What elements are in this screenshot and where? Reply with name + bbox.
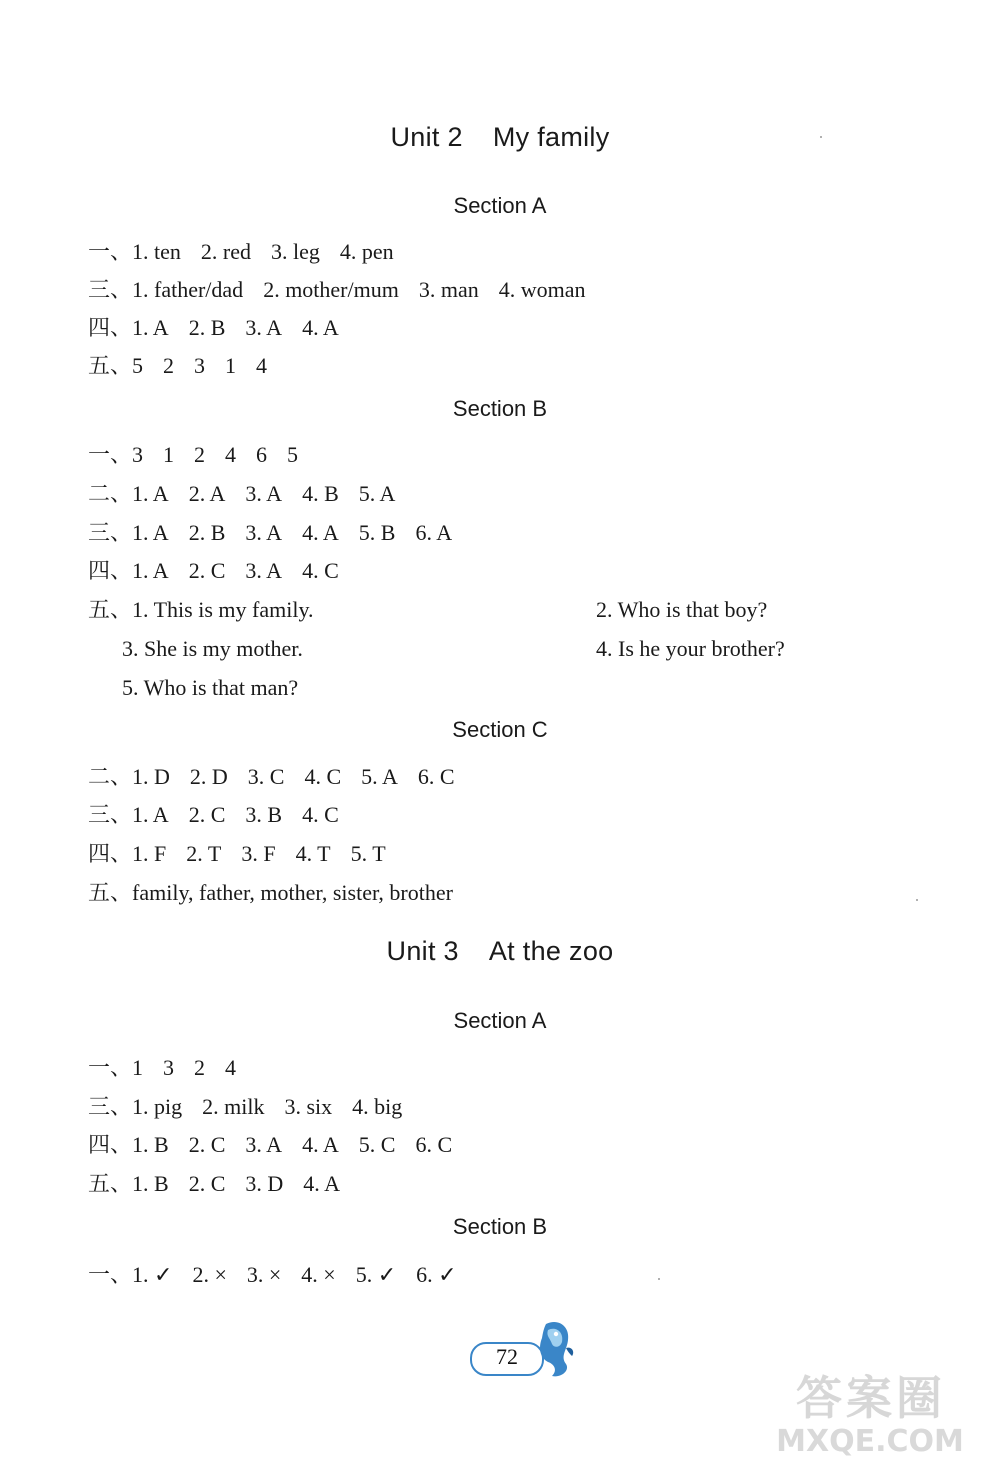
watermark-logo: 答案圈 bbox=[796, 1371, 946, 1425]
answer-item: 1. B bbox=[132, 1171, 169, 1196]
answer-item: 4. big bbox=[352, 1094, 403, 1119]
question-number: 三、 bbox=[88, 520, 133, 545]
answer-item: 3. × bbox=[246, 1262, 282, 1287]
answer-item: 2 bbox=[194, 442, 206, 467]
answer-item: 2. A bbox=[188, 481, 226, 506]
answer-line bbox=[88, 313, 339, 343]
answer-item: 4. C bbox=[302, 558, 339, 583]
answer-item: 3 bbox=[132, 442, 144, 467]
question-number: 三、 bbox=[88, 277, 133, 302]
answer-item: 6. C bbox=[417, 764, 455, 789]
page-number-badge bbox=[466, 1318, 578, 1388]
answer-item: 3. A bbox=[245, 1132, 283, 1157]
question-number: 三、 bbox=[88, 802, 133, 827]
question-number: 二、 bbox=[88, 481, 133, 506]
answer-item: 4. A bbox=[302, 315, 339, 340]
answer-item: 3. A bbox=[245, 520, 283, 545]
answer-item: 2. B bbox=[188, 315, 226, 340]
answer-line bbox=[88, 1169, 340, 1199]
answer-line bbox=[88, 479, 395, 509]
scan-speck bbox=[820, 136, 822, 138]
answer-item: 4 bbox=[225, 1055, 237, 1080]
answer-item: 1. A bbox=[132, 481, 169, 506]
question-number: 一、 bbox=[88, 239, 133, 264]
answer-item: 6. C bbox=[415, 1132, 453, 1157]
answer-item: 1. D bbox=[132, 764, 170, 789]
answer-item: 6 bbox=[256, 442, 268, 467]
scan-speck bbox=[916, 899, 918, 901]
answer-item: 4. C bbox=[304, 764, 342, 789]
answer-item: 4. pen bbox=[339, 239, 394, 264]
answer-item: 3. A bbox=[245, 558, 283, 583]
answer-item: 4. A bbox=[302, 1132, 339, 1157]
answer-item: 5. B bbox=[358, 520, 396, 545]
answer-item: 2. C bbox=[188, 1132, 226, 1157]
answer-item: 3. B bbox=[245, 802, 283, 827]
answer-line bbox=[88, 1130, 452, 1160]
answer-item: 5. C bbox=[358, 1132, 396, 1157]
question-number: 四、 bbox=[88, 315, 133, 340]
answer-item: 2 bbox=[194, 1055, 206, 1080]
question-number: 四、 bbox=[88, 558, 133, 583]
answer-item: 1. F bbox=[132, 841, 167, 866]
answer-item: 3. A bbox=[245, 481, 283, 506]
answer-item: 5 bbox=[132, 353, 144, 378]
answer-item: 1. A bbox=[132, 315, 169, 340]
answer-item: 2. C bbox=[188, 558, 226, 583]
unit3-section-b-title: Section B bbox=[452, 1214, 548, 1239]
answer-item: 5. A bbox=[358, 481, 396, 506]
answer-item: 1. B bbox=[132, 1132, 169, 1157]
answer-item: 5 bbox=[287, 442, 299, 467]
answer-item: 4. woman bbox=[498, 277, 586, 302]
question-number: 三、 bbox=[88, 1094, 133, 1119]
answer-item: 4. B bbox=[302, 481, 339, 506]
question-number: 四、 bbox=[88, 1132, 133, 1157]
answer-item: 1. A bbox=[132, 520, 169, 545]
unit-2-title: Unit 2 My family bbox=[390, 122, 610, 152]
answer-item: 6. ✓ bbox=[416, 1262, 457, 1287]
answer-item: 4. A bbox=[302, 520, 339, 545]
answer-item: 4 bbox=[256, 353, 268, 378]
question-number: 一、 bbox=[88, 1262, 133, 1287]
answer-line bbox=[88, 1053, 236, 1083]
question-number: 一、 bbox=[88, 1055, 133, 1080]
answer-line bbox=[88, 440, 298, 470]
answer-line bbox=[88, 1260, 457, 1290]
unit3-section-a-title: Section A bbox=[453, 1008, 547, 1033]
scan-speck bbox=[658, 1278, 660, 1280]
answer-line bbox=[88, 800, 339, 830]
answer-item: family, father, mother, sister, brother bbox=[132, 880, 453, 905]
answer-item: 6. A bbox=[415, 520, 453, 545]
answer-item: 1 bbox=[132, 1055, 144, 1080]
answer-item: 3 bbox=[194, 353, 206, 378]
unit2-section-a-title: Section A bbox=[453, 193, 547, 218]
question-number: 五、 bbox=[88, 1171, 133, 1196]
unit2-section-b-title: Section B bbox=[452, 396, 548, 421]
answer-item: 1. ten bbox=[132, 239, 181, 264]
answer-item: 5. ✓ bbox=[355, 1262, 397, 1287]
answer-item: 4. × bbox=[301, 1262, 336, 1287]
question-number: 五、 bbox=[88, 353, 133, 378]
answer-item: 2. red bbox=[200, 239, 251, 264]
answer-item: 4. C bbox=[302, 802, 339, 827]
answer-item: 2. mother/mum bbox=[263, 277, 399, 302]
answer-item: 5. T bbox=[350, 841, 386, 866]
answer-item: 1. A bbox=[132, 558, 169, 583]
answer-item: 2 bbox=[163, 353, 175, 378]
answer-line bbox=[88, 1092, 402, 1122]
answer-item: 2. C bbox=[188, 802, 226, 827]
answer-line bbox=[88, 275, 586, 305]
answer-item: 2. D bbox=[189, 764, 228, 789]
answer-item: 4 bbox=[225, 442, 237, 467]
answer-line bbox=[88, 518, 452, 548]
answer-item: 4. T bbox=[295, 841, 331, 866]
answer-item: 1. ✓ bbox=[132, 1262, 173, 1287]
answer-q5-2: 2. Who is that boy? bbox=[596, 597, 768, 622]
answer-item: 3. six bbox=[284, 1094, 333, 1119]
answer-line bbox=[88, 762, 455, 792]
answer-q5-3: 3. She is my mother. bbox=[122, 636, 303, 661]
answer-line bbox=[88, 878, 453, 908]
unit2-section-c-title: Section C bbox=[452, 717, 548, 742]
answer-item: 3. man bbox=[418, 277, 479, 302]
answer-item: 3. leg bbox=[271, 239, 320, 264]
answer-item: 1. father/dad bbox=[132, 277, 244, 302]
answer-item: 3 bbox=[163, 1055, 175, 1080]
answer-q5-4: 4. Is he your brother? bbox=[596, 636, 785, 661]
question-number: 五、 bbox=[88, 880, 133, 905]
question-number: 四、 bbox=[88, 841, 133, 866]
answer-item: 1 bbox=[163, 442, 175, 467]
answer-item: 2. B bbox=[188, 520, 226, 545]
answer-item: 2. T bbox=[186, 841, 222, 866]
answer-item: 5. A bbox=[361, 764, 398, 789]
page-number: 72 bbox=[496, 1344, 518, 1369]
question-number: 一、 bbox=[88, 442, 133, 467]
answer-line bbox=[88, 351, 267, 381]
answer-item: 3. D bbox=[245, 1171, 284, 1196]
watermark-url: MXQE.COM bbox=[776, 1424, 964, 1459]
answer-item: 2. milk bbox=[202, 1094, 265, 1119]
answer-item: 1. pig bbox=[132, 1094, 183, 1119]
question-number: 二、 bbox=[88, 764, 133, 789]
answer-item: 2. × bbox=[192, 1262, 227, 1287]
answer-line-q5: 五、1. This is my family. bbox=[88, 597, 314, 622]
answer-item: 1 bbox=[225, 353, 237, 378]
bird-decoration-icon bbox=[532, 1318, 576, 1380]
answer-item: 1. A bbox=[132, 802, 169, 827]
watermark bbox=[740, 1370, 1000, 1462]
answer-item: 3. C bbox=[247, 764, 285, 789]
answer-line bbox=[88, 839, 386, 869]
answer-item: 3. F bbox=[241, 841, 276, 866]
unit-3-title: Unit 3 At the zoo bbox=[386, 936, 614, 966]
answer-item: 3. A bbox=[245, 315, 283, 340]
answer-item: 4. A bbox=[303, 1171, 340, 1196]
answer-line bbox=[88, 556, 339, 586]
answer-q5-5: 5. Who is that man? bbox=[122, 675, 299, 700]
answer-line bbox=[88, 237, 394, 267]
answer-item: 2. C bbox=[188, 1171, 226, 1196]
